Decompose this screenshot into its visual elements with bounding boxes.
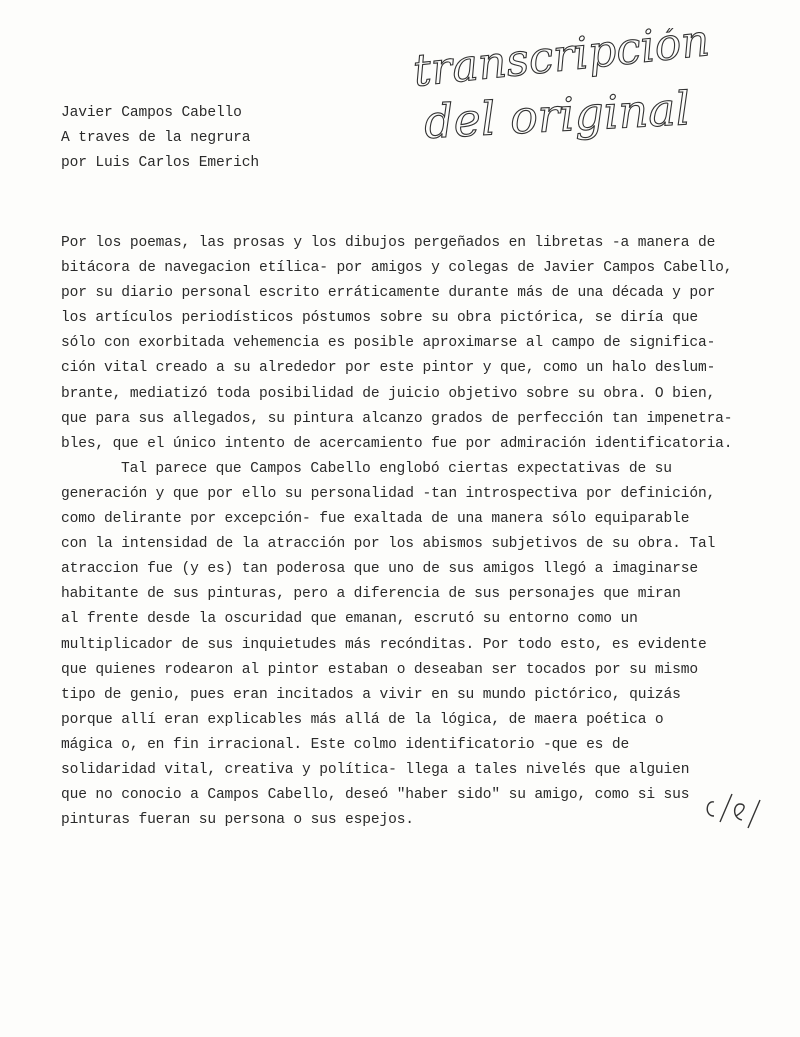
body-line: sólo con exorbitada vehemencia es posible aproximarse al campo de significa-	[61, 335, 716, 352]
document-body	[61, 231, 732, 833]
body-line: bles, que el único intento de acercamiento fue por admiración identificatoria.	[61, 435, 733, 452]
margin-annotation	[700, 788, 770, 848]
body-line: atraccion fue (y es) tan poderosa que uno de sus amigos llegó a imaginarse	[61, 561, 698, 578]
margin-annotation-svg	[700, 788, 770, 848]
body-line: porque allí eran explicables más allá de la lógica, de maera poética o	[61, 711, 664, 728]
body-line: como delirante por excepción- fue exaltada de una manera sólo equiparable	[61, 511, 690, 528]
body-line: Por los poemas, las prosas y los dibujos pergeñados en libretas -a manera de	[61, 235, 716, 251]
title-line: A traves de la negrura	[61, 130, 251, 146]
body-line: los artículos periodísticos póstumos sobre su obra pictórica, se diría que	[61, 310, 698, 327]
handwritten-line-1: transcripción	[410, 28, 712, 97]
handwritten-note-svg	[405, 28, 725, 153]
body-line: Tal parece que Campos Cabello englobó ciertas expectativas de su	[121, 460, 672, 477]
body-line: que no conocio a Campos Cabello, deseó "haber sido" su amigo, como si sus	[61, 787, 690, 804]
handwritten-note	[405, 28, 725, 153]
body-line: bitácora de navegacion etílica- por amigos y colegas de Javier Campos Cabello,	[61, 260, 733, 277]
body-line: con la intensidad de la atracción por los abismos subjetivos de su obra. Tal	[61, 536, 716, 553]
body-line: solidaridad vital, creativa y política- llega a tales nivelés que alguien	[61, 761, 690, 778]
body-line: brante, mediatizó toda posibilidad de juicio objetivo sobre su obra. O bien,	[61, 385, 716, 402]
body-line: mágica o, en fin irracional. Este colmo identificatorio -que es de	[61, 736, 630, 753]
body-line: que quienes rodearon al pintor estaban o deseaban ser tocados por su mismo	[61, 661, 698, 678]
author-line: Javier Campos Cabello	[61, 105, 242, 121]
body-line: que para sus allegados, su pintura alcanzo grados de perfección tan impenetra-	[61, 410, 733, 427]
document-header	[61, 101, 259, 176]
body-line: pinturas fueran su persona o sus espejos.	[61, 812, 414, 829]
body-line: al frente desde la oscuridad que emanan, escrutó su entorno como un	[61, 611, 638, 628]
body-line: multiplicador de sus inquietudes más recónditas. Por todo esto, es evidente	[61, 636, 707, 653]
body-line: por su diario personal escrito erráticamente durante más de una década y por	[61, 285, 716, 302]
body-line: generación y que por ello su personalidad -tan introspectiva por definición,	[61, 485, 716, 502]
body-line: habitante de sus pinturas, pero a diferencia de sus personajes que miran	[61, 586, 681, 603]
handwritten-line-2: del original	[422, 81, 692, 149]
body-line: tipo de genio, pues eran incitados a vivir en su mundo pictórico, quizás	[61, 686, 681, 703]
byline: por Luis Carlos Emerich	[61, 155, 259, 171]
body-line: ción vital creado a su alrededor por este pintor y que, como un halo deslum-	[61, 360, 716, 377]
